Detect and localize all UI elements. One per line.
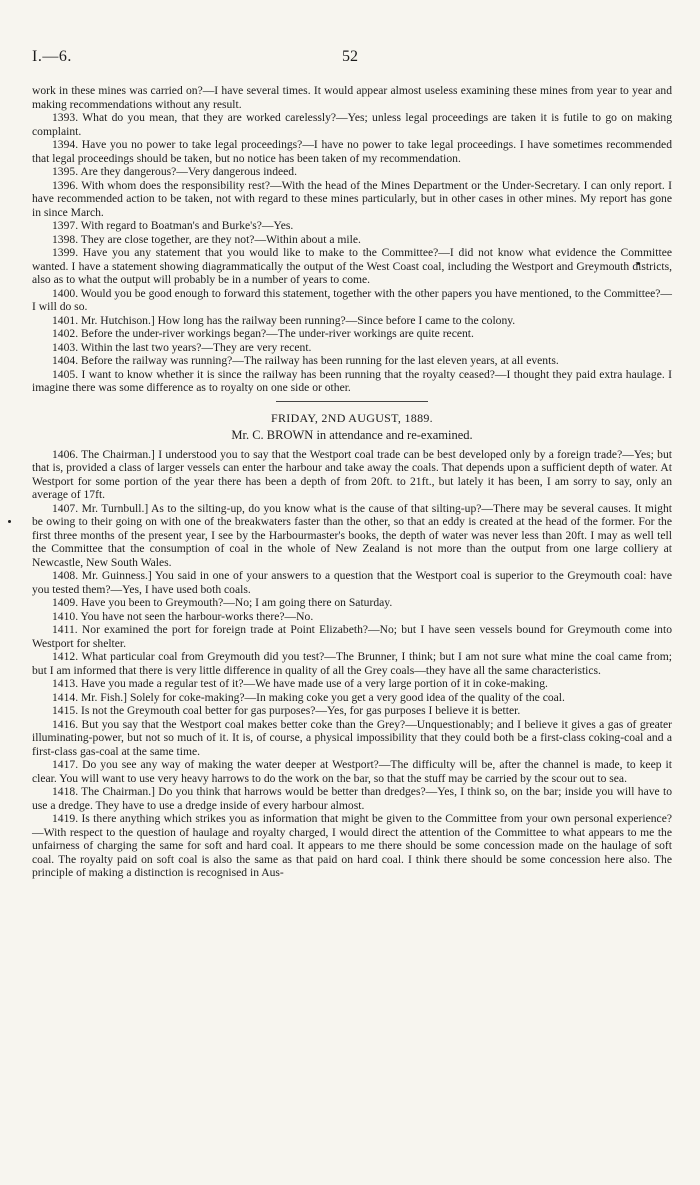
evidence-paragraphs-bottom (32, 448, 672, 880)
evidence-paragraph-p1404: 1404. Before the railway was running?—The railway has been running for the last eleven years, at all events. (52, 354, 559, 367)
evidence-paragraph-p1403: 1403. Within the last two years?—They are very recent. (52, 340, 312, 354)
section-divider (276, 401, 428, 402)
evidence-paragraph-p1401: 1401. Mr. Hutchison.] How long has the railway been running?—Since before I came to the colony. (52, 313, 516, 327)
evidence-paragraph-p1406: 1406. The Chairman.] I understood you to say that the Westport coal trade can be best developed only by a foreign trade?—Yes; but that is, provided a class of larger vessels can enter the harbour and take away the coals. That depends upon a sufficient depth of water. At Westport for some portion of the year there has been a depth of from 20ft. to 21ft., but lately it has been, I am sorry to say, only an average of 17ft. (32, 447, 672, 501)
evidence-paragraph-p1398: 1398. They are close together, are they not?—Within about a mile. (52, 232, 361, 246)
evidence-paragraph-p1399: 1399. Have you any statement that you would like to make to the Committee?—I did not know what evidence the Committee wanted. I have a statement showing diagrammatically the output of the West Coast coal, including the Westport and Greymouth districts, also as to what the output will probably be in a number of years to come. (32, 246, 672, 286)
document-reference: I.—6. (32, 48, 72, 65)
evidence-paragraph-p1395: 1395. Are they dangerous?—Very dangerous indeed. (52, 165, 298, 178)
evidence-paragraph-p1392-cont: work in these mines was carried on?—I have several times. It would appear almost useless examining these mines from year to year and making recommendations without any result. (32, 84, 672, 111)
evidence-paragraph-p1407: 1407. Mr. Turnbull.] As to the silting-up, do you know what is the cause of that silting-up?—There may be several causes. It might be owing to their going on with one of the breakwaters faster than the other, so that an eddy is created at the head of the former. For the first three months of the present year, I see by the Harbourmaster's books, the depth of water was never less than 20ft. I may as well tell the Committee that the consumption of coal in the whole of New Zealand is not more than the output from one large colliery at Newcastle, New South Wales. (32, 501, 672, 569)
page-number: 52 (342, 48, 358, 65)
evidence-paragraphs-top (32, 84, 672, 395)
evidence-paragraph-p1417: 1417. Do you see any way of making the water deeper at Westport?—The difficulty will be, after the channel is made, to keep it clear. You will want to use very heavy harrows to do the work on the bar, so that the stuff may be carried by the scour out to sea. (32, 758, 672, 785)
margin-dot-mark (8, 520, 11, 523)
evidence-paragraph-p1400: 1400. Would you be good enough to forward this statement, together with the other papers you have mentioned, to the Committee?—I will do so. (32, 286, 672, 313)
document-body (32, 84, 672, 880)
evidence-paragraph-p1414: 1414. Mr. Fish.] Solely for coke-making?—In making coke you get a very good idea of the quality of the coal. (52, 690, 565, 704)
evidence-paragraph-p1405: 1405. I want to know whether it is since the railway has been running that the royalty ceased?—I thought they paid extra haulage. I imagine there was some difference as to royalty on one side or other. (32, 367, 672, 394)
evidence-paragraph-p1416: 1416. But you say that the Westport coal makes better coke than the Grey?—Unquestionably; and I believe it gives a gas of greater illuminating-power, but not so much of it. It is, of course, a physical impossibility that they could both be a first-class coking-coal and a first-class gas-coal at the same time. (32, 717, 672, 758)
evidence-paragraph-p1408: 1408. Mr. Guinness.] You said in one of your answers to a question that the Westport coal is superior to the Greymouth coal: have you tested them?—Yes, I have used both coals. (32, 569, 672, 596)
evidence-paragraph-p1411: 1411. Nor examined the port for foreign trade at Point Elizabeth?—No; but I have seen vessels bound for Greymouth come into Westport for shelter. (32, 623, 672, 650)
evidence-paragraph-p1413: 1413. Have you made a regular test of it?—We have made use of a very large portion of it in coke-making. (52, 677, 548, 690)
evidence-paragraph-p1397: 1397. With regard to Boatman's and Burke's?—Yes. (52, 219, 294, 232)
evidence-paragraph-p1412: 1412. What particular coal from Greymouth did you test?—The Brunner, I think; but I am not sure what mine the coal came from; but I am informed that there is very little difference in quality of all the Grey coals—they have all the same characteristics. (32, 650, 672, 677)
evidence-paragraph-p1418: 1418. The Chairman.] Do you think that harrows would be better than dredges?—Yes, I think so, on the bar; inside you will have to use a dredge. They have to use a dredge inside of every harbour almost. (32, 785, 672, 812)
evidence-paragraph-p1410: 1410. You have not seen the harbour-works there?—No. (52, 609, 314, 623)
evidence-paragraph-p1419: 1419. Is there anything which strikes you as information that might be given to the Committee from your own personal experience?—With respect to the question of haulage and royalty charged, I would direct the attention of the Committee to what appears to me the unfairness of charging the same for soft and hard coal. It appears to me there should be some concession made on the haulage of soft coal. The royalty paid on soft coal is also the same as that paid on hard coal. I think there should be some concession here also. The principle of making a distinction is recognised in Aus- (32, 812, 672, 879)
evidence-paragraph-p1409: 1409. Have you been to Greymouth?—No; I am going there on Saturday. (52, 596, 393, 609)
witness-attendance: Mr. C. BROWN in attendance and re-examined. (231, 428, 473, 442)
evidence-paragraph-p1396: 1396. With whom does the responsibility rest?—With the head of the Mines Department or the Under-Secretary. I can only report. I have recommended action to be taken, not with regard to these mines particularly, but in other cases in other mines. My report has gone in since March. (32, 178, 672, 219)
page-header (32, 48, 672, 68)
session-date: FRIDAY, 2ND AUGUST, 1889. (271, 410, 433, 425)
evidence-paragraph-p1394: 1394. Have you no power to take legal proceedings?—I have no power to take legal proceedings. I have sometimes recommended that legal proceedings should be taken, but no notice has been taken of my recommendation. (32, 138, 672, 165)
evidence-paragraph-p1415: 1415. Is not the Greymouth coal better for gas purposes?—Yes, for gas purposes I believe it is better. (52, 704, 521, 717)
evidence-paragraph-p1393: 1393. What do you mean, that they are worked carelessly?—Yes; unless legal proceedings are taken it is futile to go on making complaint. (32, 111, 672, 138)
evidence-paragraph-p1402: 1402. Before the under-river workings began?—The under-river workings are quite recent. (52, 327, 474, 340)
